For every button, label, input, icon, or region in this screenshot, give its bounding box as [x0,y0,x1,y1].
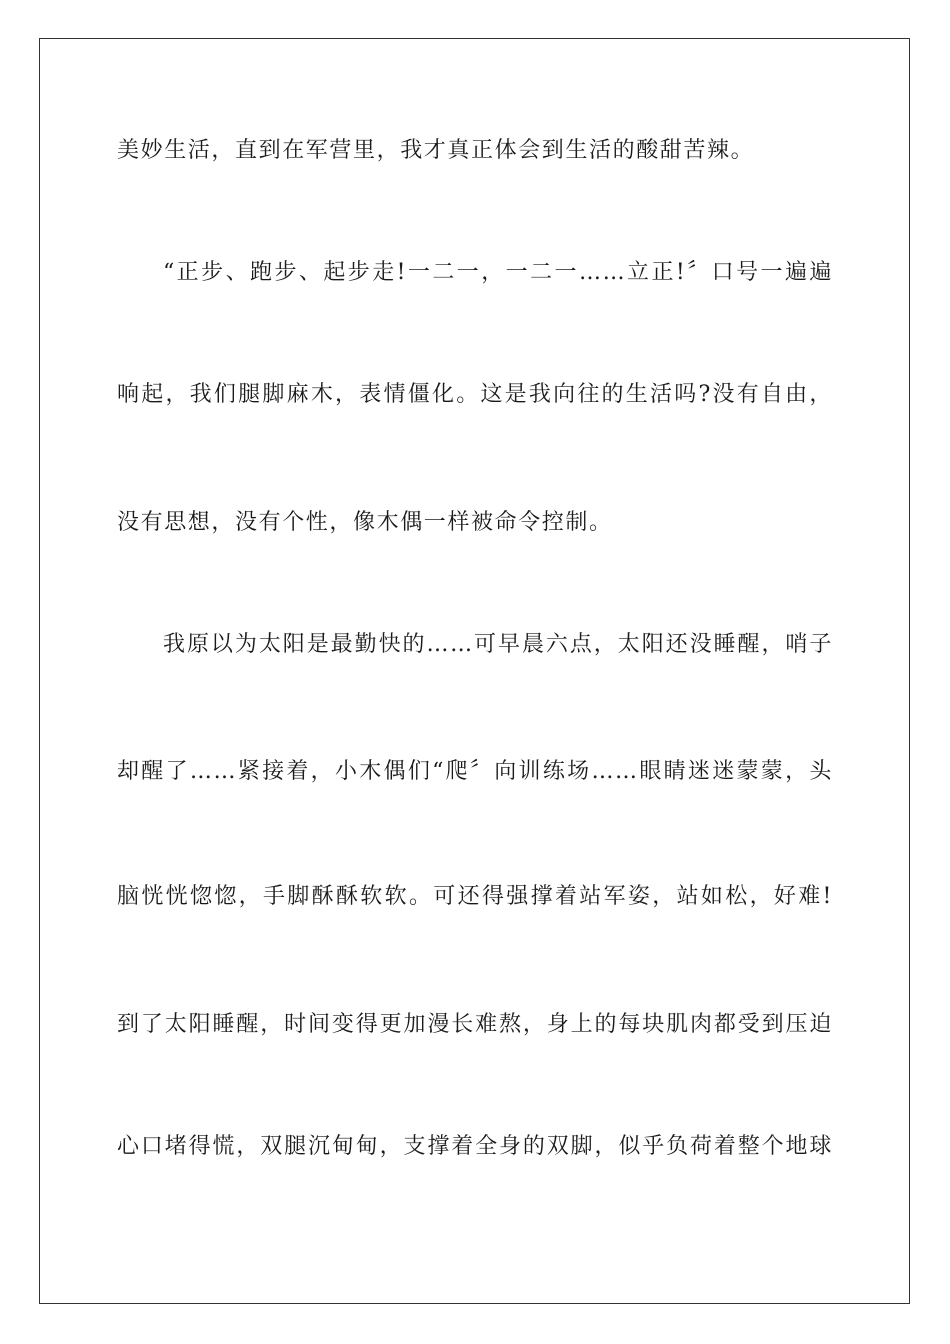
text-line-8: 到了太阳睡醒，时间变得更加漫长难熬，身上的每块肌肉都受到压迫 [117,1012,833,1037]
text-line-4: 没有思想，没有个性，像木偶一样被命令控制。 [117,510,613,535]
text-line-5: 我原以为太阳是最勤快的……可早晨六点，太阳还没睡醒，哨子 [163,632,833,657]
text-line-9: 心口堵得慌，双腿沉甸甸，支撑着全身的双脚，似乎负荷着整个地球 [117,1134,833,1159]
text-line-2: “正步、跑步、起步走!一二一，一二一……立正!〞口号一遍遍 [163,260,833,285]
page-border [39,38,910,1304]
text-line-3: 响起，我们腿脚麻木，表情僵化。这是我向往的生活吗?没有自由， [117,382,833,407]
text-line-7: 脑恍恍惚惚，手脚酥酥软软。可还得强撑着站军姿，站如松，好难! [117,884,833,909]
text-line-1: 美妙生活，直到在军营里，我才真正体会到生活的酸甜苦辣。 [117,138,755,163]
text-line-6: 却醒了……紧接着，小木偶们“爬〞向训练场……眼睛迷迷蒙蒙，头 [117,759,833,784]
